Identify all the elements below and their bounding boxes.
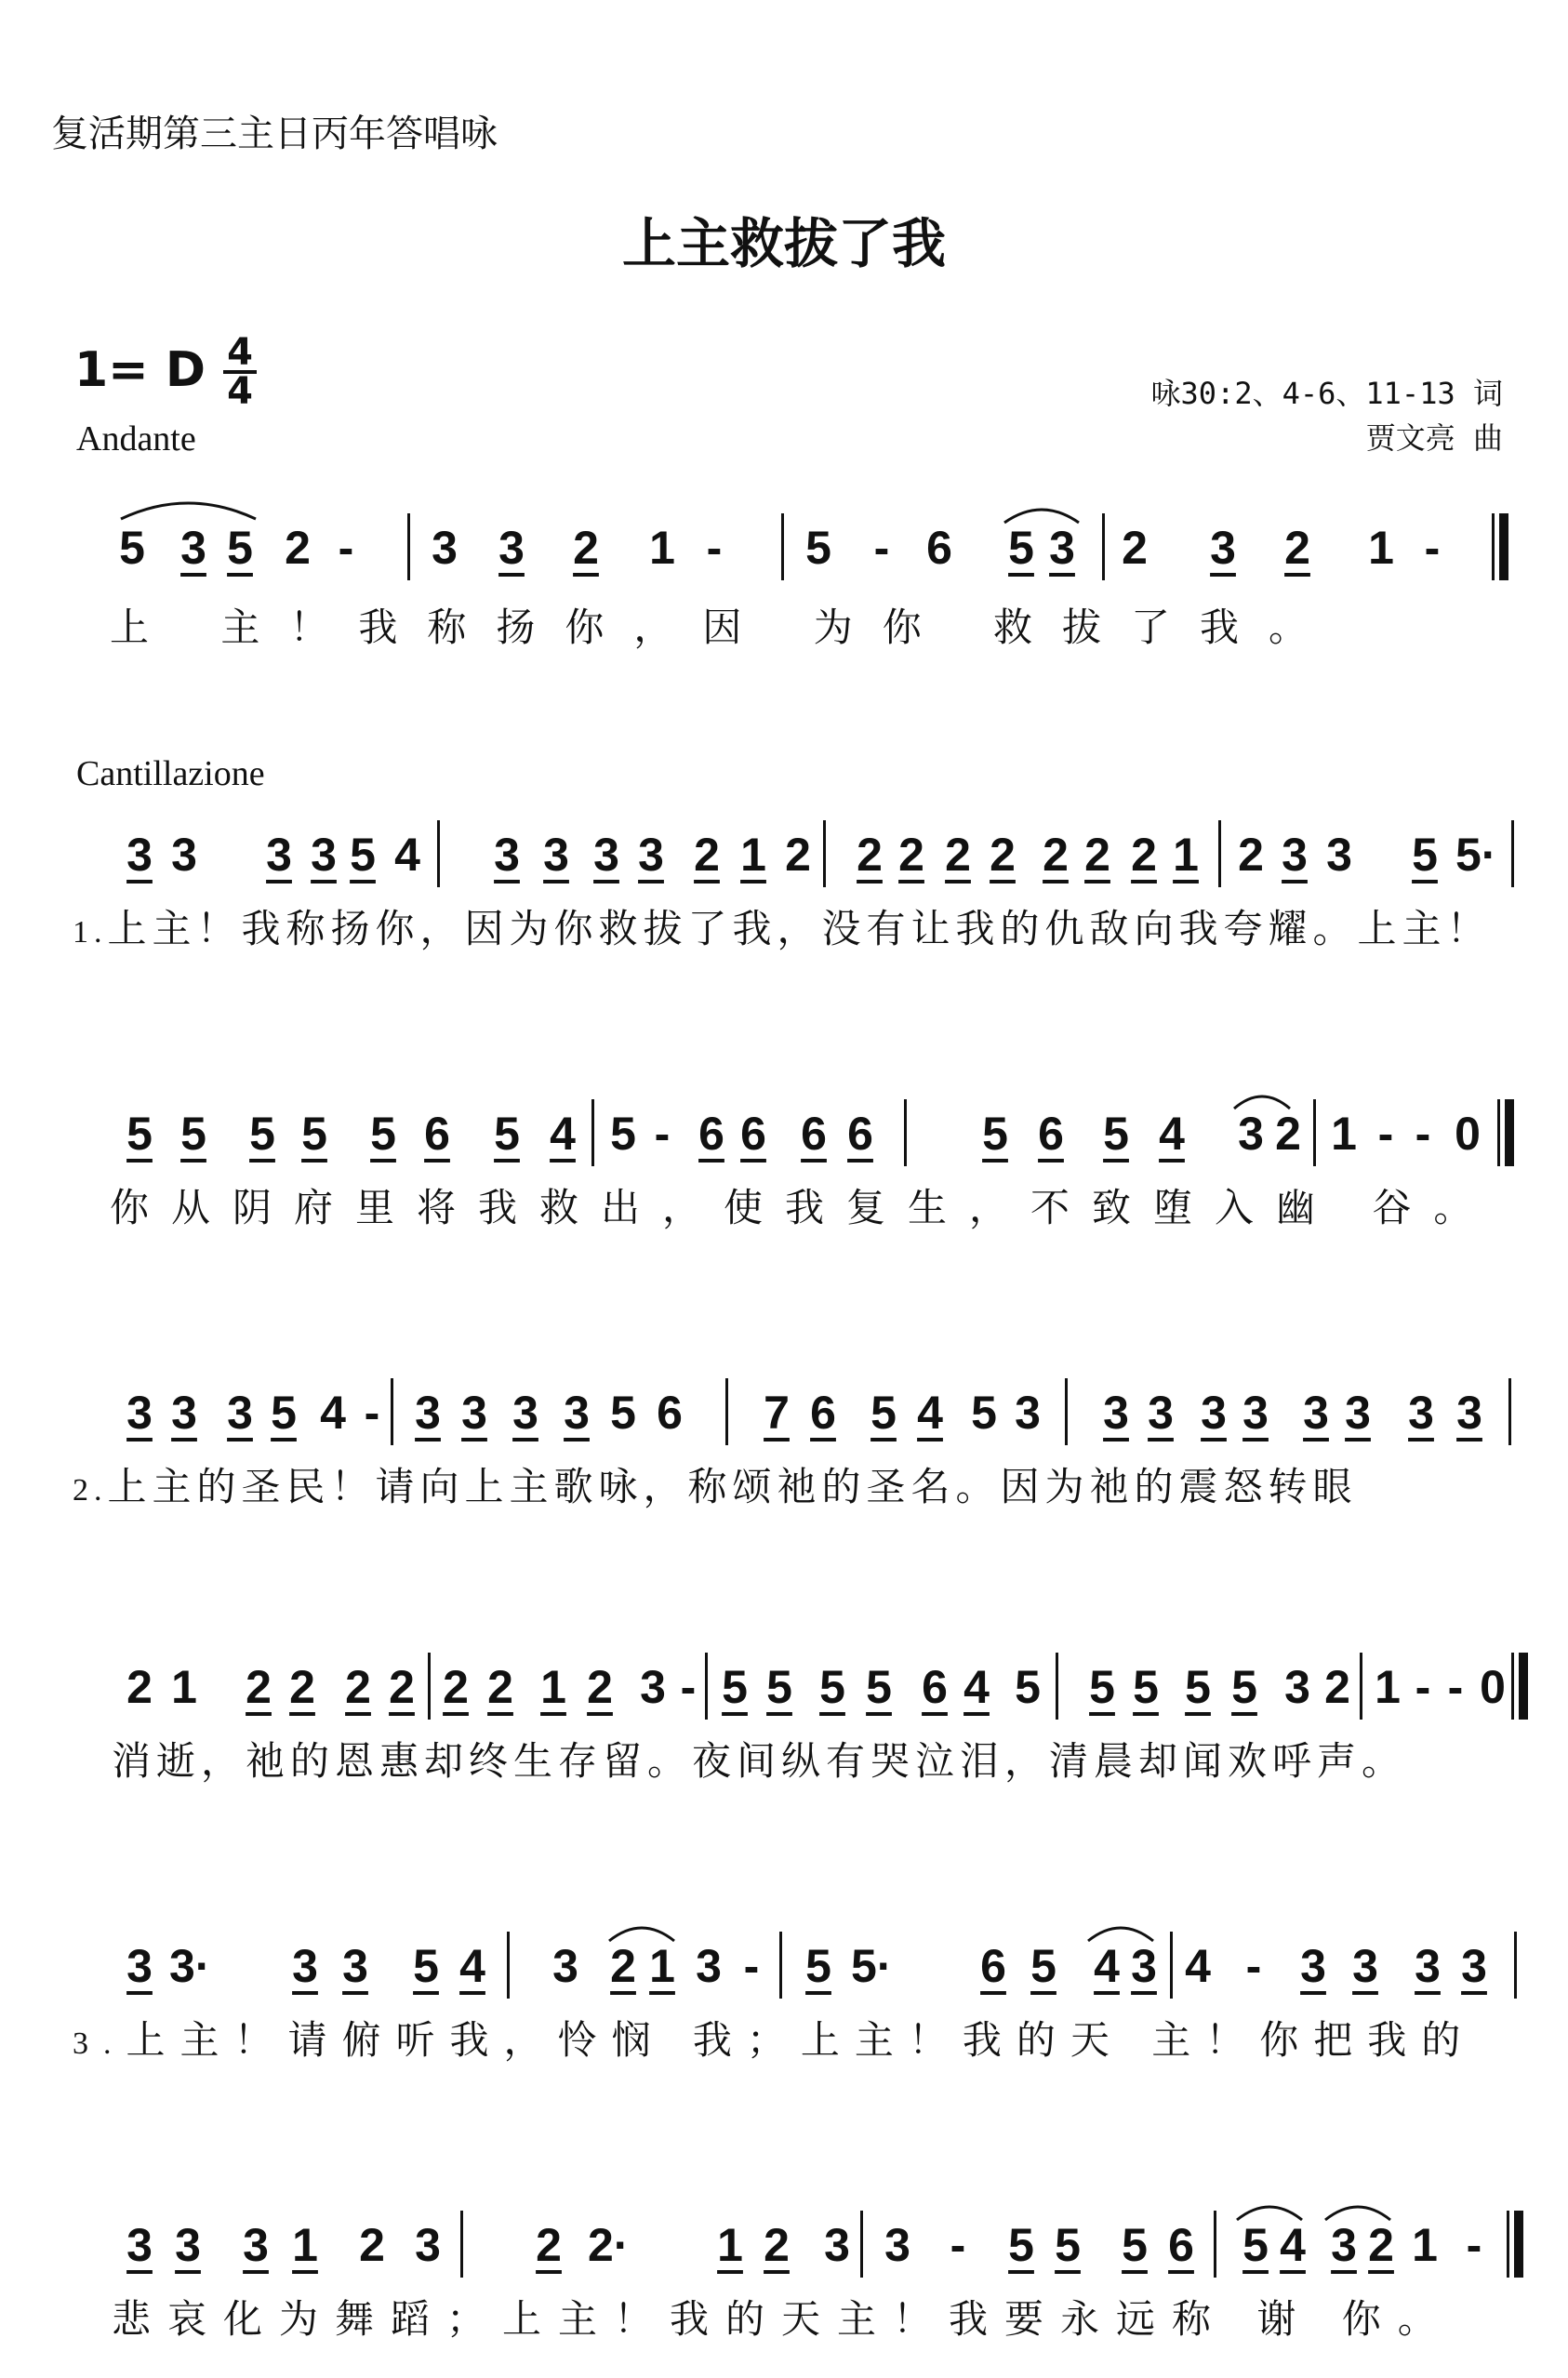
note: 3	[552, 1940, 578, 1992]
note: 6	[801, 1108, 827, 1160]
note: 3	[1049, 522, 1075, 574]
note: 2	[289, 1661, 315, 1713]
note: 1	[1173, 829, 1199, 881]
note: -	[1466, 2219, 1482, 2271]
note: 7	[764, 1387, 790, 1439]
note: 3	[824, 2219, 850, 2271]
note: 5	[766, 1661, 792, 1713]
note: 2	[285, 522, 311, 574]
note: 3	[1303, 1387, 1329, 1439]
note: 2	[345, 1661, 371, 1713]
note: 3	[593, 829, 619, 881]
note: 2	[857, 829, 883, 881]
note: 3	[1242, 1387, 1269, 1439]
note: 4	[550, 1108, 576, 1160]
barline	[823, 820, 826, 887]
note: 5	[982, 1108, 1008, 1160]
note: 5	[227, 522, 253, 574]
barline	[1313, 1099, 1316, 1166]
note: 3	[342, 1940, 368, 1992]
barline	[1214, 2211, 1216, 2278]
note: 5	[1242, 2219, 1269, 2271]
note: -	[364, 1387, 380, 1439]
note: 3	[126, 1387, 153, 1439]
note: 3	[227, 1387, 253, 1439]
verse-1-lyrics-1	[73, 898, 1492, 954]
refrain-lyrics: 上 主！我称扬你，因 为你 救拔了我。	[110, 604, 1338, 650]
time-signature	[221, 331, 259, 413]
note: 1	[649, 1940, 675, 1992]
note: 3	[638, 829, 664, 881]
note: 4	[459, 1940, 485, 1992]
note: 5	[271, 1387, 297, 1439]
note: 3	[1131, 1940, 1157, 1992]
verse-1-lyrics-2: 你从阴府里将我救出，使我复生，不致堕入幽 谷。	[110, 1185, 1495, 1230]
note: 2	[694, 829, 720, 881]
final-barline	[1492, 513, 1508, 580]
note: 2	[389, 1661, 415, 1713]
note: 3	[1282, 829, 1308, 881]
barline	[1508, 1378, 1511, 1445]
note: 2	[1122, 522, 1148, 574]
note: 1	[171, 1661, 197, 1713]
time-signature-top: 4	[227, 331, 253, 374]
note: 5	[866, 1661, 892, 1713]
lyric-line: 上主的圣民！请向上主歌咏，称颂祂的圣名。因为祂的震怒转眼	[107, 1464, 1358, 1509]
note: 5	[180, 1108, 206, 1160]
note: 3	[884, 2219, 910, 2271]
verse-number: 3.	[73, 2026, 126, 2061]
barline	[1511, 820, 1514, 887]
note: 3	[1326, 829, 1352, 881]
note: 2	[1368, 2219, 1394, 2271]
barline	[1102, 513, 1105, 580]
note: 4	[1094, 1940, 1120, 1992]
note: 5	[610, 1108, 636, 1160]
note: 5	[610, 1387, 636, 1439]
note: 3	[180, 522, 206, 574]
note: 3	[512, 1387, 538, 1439]
note: -	[1377, 1108, 1394, 1160]
note: 5·	[1455, 829, 1497, 881]
note: 3	[1284, 1661, 1310, 1713]
note: 4	[963, 1661, 990, 1713]
note: 3	[1345, 1387, 1371, 1439]
note: -	[1245, 1940, 1262, 1992]
note: 2	[785, 829, 811, 881]
note: 2	[610, 1940, 636, 1992]
barline	[1497, 1099, 1514, 1166]
note: 3	[640, 1661, 666, 1713]
barline	[1056, 1653, 1058, 1720]
note: 3	[564, 1387, 590, 1439]
slur	[116, 493, 260, 521]
note: 5	[119, 522, 145, 574]
time-signature-bottom: 4	[227, 370, 253, 413]
note: 2	[126, 1661, 153, 1713]
note: 2	[487, 1661, 513, 1713]
barline	[1507, 2211, 1523, 2278]
note: 6	[847, 1108, 873, 1160]
note: 5	[494, 1108, 520, 1160]
note: 5	[805, 1940, 831, 1992]
note: 3	[1461, 1940, 1487, 1992]
note: 3	[1210, 522, 1236, 574]
song-title: 上主救拔了我	[621, 212, 946, 275]
note: 6	[980, 1940, 1006, 1992]
note: 0	[1455, 1108, 1481, 1160]
note: 2	[1238, 829, 1264, 881]
note: -	[1447, 1661, 1464, 1713]
note: 1	[649, 522, 675, 574]
credit-music: 贾文亮 曲	[1365, 420, 1503, 456]
note: 3	[432, 522, 458, 574]
note: 3	[543, 829, 569, 881]
note: 4	[1185, 1940, 1211, 1992]
note: 3	[1148, 1387, 1174, 1439]
note: 0	[1480, 1661, 1506, 1713]
note: 2	[1131, 829, 1157, 881]
note: 5	[1055, 2219, 1081, 2271]
note: 4	[917, 1387, 943, 1439]
barline	[779, 1932, 782, 1999]
note: 2	[990, 829, 1016, 881]
verse-3-lyrics-2: 悲哀化为舞蹈；上主！我的天主！我要永远称 谢 你。	[112, 2296, 1454, 2342]
note: 2	[1084, 829, 1110, 881]
barline	[705, 1653, 708, 1720]
liturgy-heading: 复活期第三主日丙年答唱咏	[51, 113, 498, 155]
note: 3	[415, 2219, 441, 2271]
note: 1	[540, 1661, 566, 1713]
note: -	[706, 522, 723, 574]
note: 6	[810, 1387, 836, 1439]
note: 5	[350, 829, 376, 881]
verse-2-lyrics-1	[73, 1456, 1358, 1512]
note: -	[654, 1108, 671, 1160]
note: -	[1415, 1661, 1431, 1713]
note: 3	[126, 829, 153, 881]
note: 1	[717, 2219, 743, 2271]
note: 2	[945, 829, 971, 881]
note: 5	[1185, 1661, 1211, 1713]
note: 1	[1368, 522, 1394, 574]
note: 4	[394, 829, 420, 881]
note: 3	[1352, 1940, 1378, 1992]
note: 6	[1168, 2219, 1194, 2271]
note: 3	[498, 522, 525, 574]
lyric-line: 上主！我称扬你，因为你救拔了我，没有让我的仇敌向我夸耀。上主！	[107, 906, 1492, 951]
barline	[1360, 1653, 1362, 1720]
note: 3	[1331, 2219, 1357, 2271]
note: 2	[536, 2219, 562, 2271]
note: 6	[657, 1387, 683, 1439]
section-label: Cantillazione	[76, 754, 265, 793]
key-signature: 1= D	[74, 342, 206, 398]
note: 4	[1159, 1108, 1185, 1160]
note: 1	[1412, 2219, 1438, 2271]
barline	[1170, 1932, 1173, 1999]
note: 5	[1089, 1661, 1115, 1713]
note: 5	[1008, 522, 1034, 574]
note: 5	[249, 1108, 275, 1160]
note: 2	[587, 1661, 613, 1713]
barline	[391, 1378, 393, 1445]
note: 2	[359, 2219, 385, 2271]
note: 3	[1415, 1940, 1441, 1992]
note: 5	[805, 522, 831, 574]
note: 3	[171, 1387, 197, 1439]
note: 1	[1375, 1661, 1401, 1713]
note: 2	[1275, 1108, 1301, 1160]
note: 3	[1456, 1387, 1482, 1439]
tempo-marking: Andante	[76, 419, 196, 458]
note: 6	[698, 1108, 724, 1160]
note: 6	[922, 1661, 948, 1713]
note: 3	[1408, 1387, 1434, 1439]
note: 5	[126, 1108, 153, 1160]
note: -	[1415, 1108, 1431, 1160]
barline	[1218, 820, 1221, 887]
note: 1	[740, 829, 766, 881]
note: 5	[1231, 1661, 1257, 1713]
note: 3	[1201, 1387, 1227, 1439]
barline	[1511, 1653, 1528, 1720]
note: 1	[292, 2219, 318, 2271]
note: 2	[764, 2219, 790, 2271]
note: 3	[175, 2219, 201, 2271]
note: 5	[722, 1661, 748, 1713]
note: 5	[1008, 2219, 1034, 2271]
note: -	[950, 2219, 966, 2271]
verse-number: 2.	[73, 1473, 108, 1508]
note: -	[338, 522, 354, 574]
note: 5	[413, 1940, 439, 1992]
note: 2	[443, 1661, 469, 1713]
note: 3	[292, 1940, 318, 1992]
note: 5	[1030, 1940, 1056, 1992]
note: 6	[424, 1108, 450, 1160]
note: -	[680, 1661, 697, 1713]
barline	[407, 513, 410, 580]
barline	[781, 513, 784, 580]
note: 2	[1284, 522, 1310, 574]
note: 3	[494, 829, 520, 881]
note: 3	[126, 2219, 153, 2271]
note: 3	[1015, 1387, 1041, 1439]
note: 5	[1015, 1661, 1041, 1713]
barline	[904, 1099, 907, 1166]
note: 2	[573, 522, 599, 574]
note: 2	[1043, 829, 1069, 881]
note: -	[873, 522, 890, 574]
barline	[437, 820, 440, 887]
barline	[507, 1932, 510, 1999]
note: 3	[243, 2219, 269, 2271]
barline	[1065, 1378, 1068, 1445]
note: 5	[1133, 1661, 1159, 1713]
note: 6	[1038, 1108, 1064, 1160]
note: 2	[246, 1661, 272, 1713]
note: 5	[971, 1387, 997, 1439]
credit-words: 咏30:2、4-6、11-13 词	[1150, 376, 1503, 411]
verse-3-lyrics-1	[73, 2010, 1475, 2066]
note: 2	[1324, 1661, 1350, 1713]
barline	[1514, 1932, 1517, 1999]
note: 6	[740, 1108, 766, 1160]
barline	[428, 1653, 431, 1720]
verse-number: 1.	[73, 915, 108, 950]
verse-2-lyrics-2: 消逝，祂的恩惠却终生存留。夜间纵有哭泣泪，清晨却闻欢呼声。	[112, 1738, 1407, 1784]
note: 3	[1103, 1387, 1129, 1439]
lyric-line: 上主！请俯听我，怜悯 我；上主！我的天 主！你把我的	[126, 2017, 1476, 2063]
note: -	[1424, 522, 1441, 574]
note: 3	[311, 829, 337, 881]
note: 5	[870, 1387, 897, 1439]
note: 6	[926, 522, 952, 574]
note: 3·	[169, 1940, 211, 1992]
note: 2	[898, 829, 924, 881]
note: -	[743, 1940, 760, 1992]
note: 5	[370, 1108, 396, 1160]
barline	[591, 1099, 594, 1166]
note: 4	[1280, 2219, 1306, 2271]
note: 5	[1103, 1108, 1129, 1160]
barline	[725, 1378, 728, 1445]
note: 3	[126, 1940, 153, 1992]
note: 5·	[851, 1940, 893, 1992]
barline	[860, 2211, 863, 2278]
note: 5	[301, 1108, 327, 1160]
note: 3	[266, 829, 292, 881]
note: 5	[1122, 2219, 1148, 2271]
note: 4	[320, 1387, 346, 1439]
note: 2·	[588, 2219, 630, 2271]
note: 5	[819, 1661, 845, 1713]
note: 3	[696, 1940, 722, 1992]
note: 3	[1238, 1108, 1264, 1160]
note: 3	[461, 1387, 487, 1439]
note: 3	[415, 1387, 441, 1439]
note: 3	[171, 829, 197, 881]
note: 3	[1300, 1940, 1326, 1992]
barline	[460, 2211, 463, 2278]
note: 5	[1412, 829, 1438, 881]
note: 1	[1331, 1108, 1357, 1160]
